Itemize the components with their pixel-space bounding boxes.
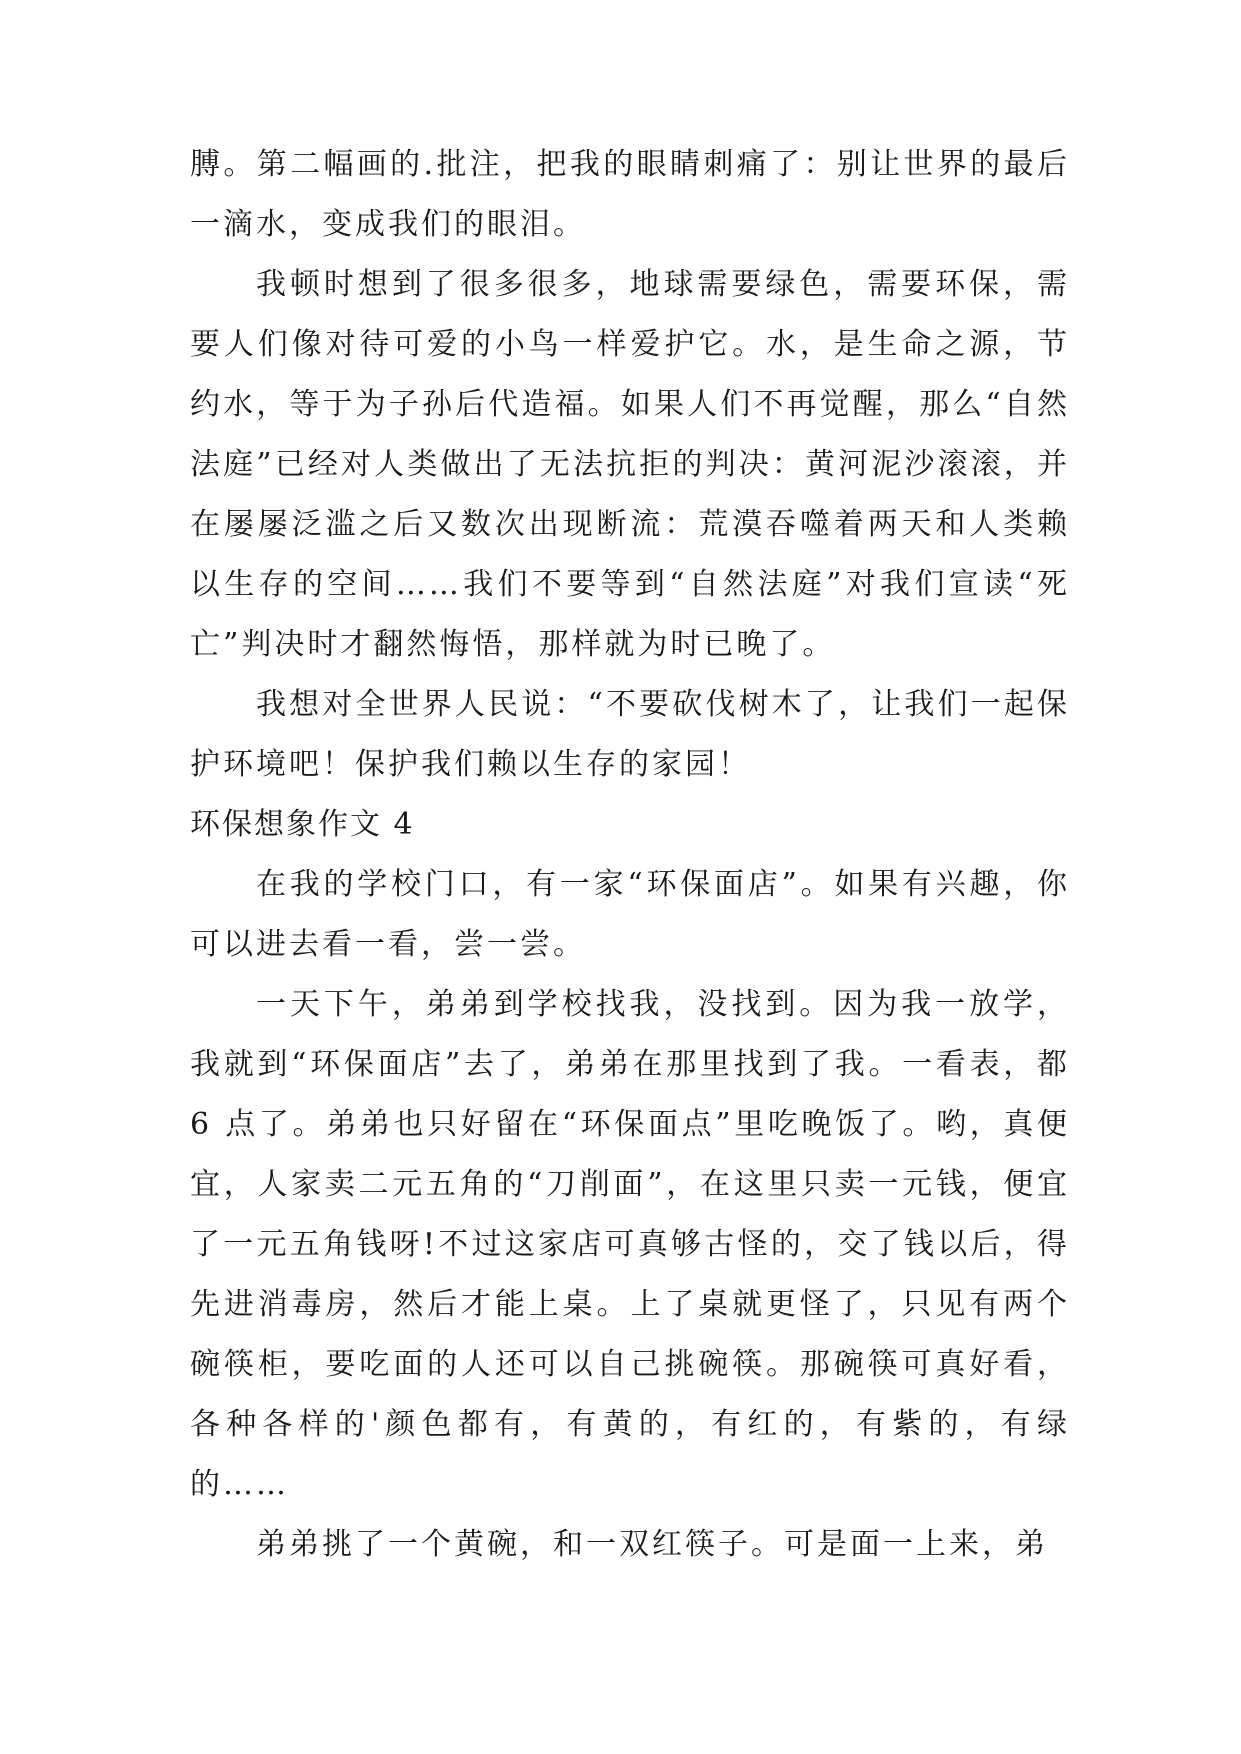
paragraph-earth-needs-green: 我顿时想到了很多很多，地球需要绿色，需要环保，需要人们像对待可爱的小鸟一样爱护它。水，是生命之源，节约水，等于为子孙后代造福。如果人们不再觉醒，那么“自然法庭”已经对人类做出了无法抗拒的判决：黄河泥沙滚滚，并在屡屡泛滥之后又数次出现断流：荒漠吞噬着两天和人类赖以生存的空间……我们不要等到“自然法庭”对我们宣读“死亡”判决时才翻然悔悟，那样就为时已晚了。 xyxy=(190,267,1070,662)
paragraph-appeal-to-world: 我想对全世界人民说：“不要砍伐树木了，让我们一起保护环境吧！保护我们赖以生存的家园！ xyxy=(190,687,1070,782)
paragraph-yellow-bowl: 弟弟挑了一个黄碗，和一双红筷子。可是面一上来，弟 xyxy=(256,1527,1048,1562)
paragraph-eco-noodle-shop: 在我的学校门口，有一家“环保面店”。如果有兴趣，你可以进去看一看，尝一尝。 xyxy=(190,867,1070,962)
paragraph-afternoon-visit: 一天下午，弟弟到学校找我，没找到。因为我一放学，我就到“环保面店”去了，弟弟在那里找到了我。一看表，都 6 点了。弟弟也只好留在“环保面点”里吃晚饭了。哟，真便宜，人家卖二元五角的“刀削面”，在这里只卖一元钱，便宜了一元五角钱呀!不过这家店可真够古怪的，交了钱以后，得先进消毒房，然后才能上桌。上了桌就更怪了，只见有两个碗筷柜，要吃面的人还可以自己挑碗筷。那碗筷可真好看，各种各样的'颜色都有，有黄的，有红的，有紫的，有绿的…… xyxy=(190,987,1070,1502)
document-page xyxy=(190,135,1070,1575)
essay-heading: 环保想象作文 4 xyxy=(190,807,415,842)
paragraph-continuation: 膊。第二幅画的.批注，把我的眼睛刺痛了：别让世界的最后一滴水，变成我们的眼泪。 xyxy=(190,147,1070,242)
